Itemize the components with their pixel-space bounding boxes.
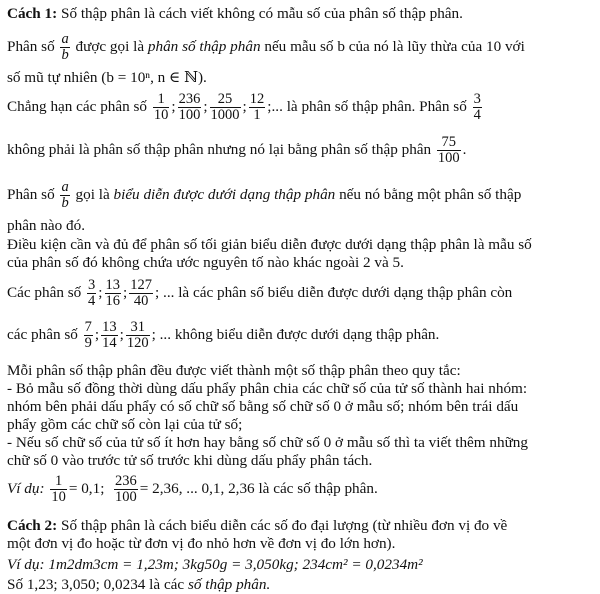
fraction-numerator: 13 bbox=[105, 277, 121, 293]
fraction-numerator: 127 bbox=[130, 277, 152, 293]
fraction-denominator: 100 bbox=[178, 107, 201, 124]
method-1-line bbox=[7, 5, 463, 22]
fraction bbox=[126, 320, 150, 351]
rule-line-5: - Nếu số chữ số của tử số ít hơn hay bằng số chữ số 0 ở mẫu số thì ta viết thêm những bbox=[7, 434, 528, 451]
text-run: nếu mẫu số b của nó là lũy thừa của 10 với bbox=[260, 38, 525, 56]
text-run: ;... là phân số thập phân. Phân số bbox=[267, 98, 471, 116]
text-run: Phân số bbox=[7, 38, 59, 56]
fraction-denominator: 1000 bbox=[210, 107, 240, 124]
example-2-line: Các phân số $\frac{3}{4}$ ; $\frac{13}{16}$ ; $\frac{127}{40}$ ; ... là các phân số biểu diễn được dưới dạng thập phân còn bbox=[7, 277, 513, 310]
final-line bbox=[7, 576, 270, 593]
fraction-denominator: 14 bbox=[102, 335, 117, 352]
term-decimal-representable: biểu diễn được dưới dạng thập phân bbox=[113, 186, 336, 204]
text-run: nếu nó bằng một phân số thập bbox=[335, 186, 522, 204]
fraction-denominator: 100 bbox=[115, 489, 137, 506]
fraction bbox=[210, 92, 241, 123]
rule-line-3: nhóm bên phải dấu phẩy có số chữ số bằng số chữ số 0 ở mẫu số; nhóm bên trái dấu bbox=[7, 398, 519, 415]
fraction-denominator: 16 bbox=[105, 293, 121, 310]
condition-line-2: của phân số đó không chứa ước nguyên tố nào khác ngoài 2 và 5. bbox=[7, 254, 404, 271]
fraction-numerator: 1 bbox=[50, 474, 67, 490]
text-run: Các phân số bbox=[7, 284, 86, 302]
method-2-title: Cách 2: bbox=[7, 517, 58, 534]
fraction-denominator: 40 bbox=[133, 293, 149, 310]
text-run: = 2,36, ... 0,1, 2,36 là các số thập phân. bbox=[139, 480, 378, 498]
fraction-denominator: 100 bbox=[437, 150, 460, 167]
fraction-numerator: 3 bbox=[473, 91, 481, 107]
fraction-a-over-b bbox=[60, 180, 69, 211]
text-run: Phân số bbox=[7, 186, 59, 204]
method-1-text: Số thập phân là cách viết không có mẫu số của phân số thập phân. bbox=[57, 5, 463, 22]
text-run: không phải là phân số thập phân nhưng nó lại bằng phân số thập phân bbox=[7, 141, 435, 159]
fraction bbox=[129, 278, 153, 309]
fraction bbox=[87, 278, 96, 309]
measurement-conversions: 1m2dm3cm = 1,23m; 3kg50g = 3,050kg; 234cm² = 0,0234m² bbox=[44, 556, 423, 573]
rule-line-6: chữ số 0 vào trước tử số trước khi dùng dấu phẩy phân tách. bbox=[7, 452, 373, 469]
definition-2-line-2: phân nào đó. bbox=[7, 217, 86, 234]
rule-line-2: - Bỏ mẫu số đồng thời dùng dấu phẩy phân chia các chữ số của tử số thành hai nhóm: bbox=[7, 380, 528, 397]
definition-1-line-2: số mũ tự nhiên (b = 10ⁿ, n ∈ ℕ). bbox=[7, 69, 207, 86]
fraction-numerator: a bbox=[61, 179, 69, 195]
fraction-numerator: 3 bbox=[88, 277, 96, 293]
fraction bbox=[178, 92, 202, 123]
text-run: các phân số bbox=[7, 326, 82, 344]
fraction-denominator: 1 bbox=[253, 107, 261, 124]
fraction bbox=[84, 320, 93, 351]
fraction-numerator: 7 bbox=[84, 319, 92, 335]
method-1-title: Cách 1: bbox=[7, 5, 58, 22]
fraction-denominator: 10 bbox=[153, 107, 169, 124]
text-run: ; ... không biểu diễn được dưới dạng thập phân. bbox=[151, 326, 440, 344]
fraction bbox=[153, 92, 170, 123]
fraction bbox=[105, 278, 122, 309]
example-label: Ví dụ: bbox=[7, 556, 45, 573]
fraction-denominator: 120 bbox=[126, 335, 149, 352]
fraction-numerator: 12 bbox=[249, 91, 265, 107]
text-run: Số 1,23; 3,050; 0,0234 là các bbox=[7, 576, 188, 593]
fraction-numerator: 75 bbox=[437, 135, 461, 151]
fraction bbox=[249, 92, 266, 123]
fraction bbox=[50, 474, 67, 505]
fraction bbox=[473, 92, 482, 123]
example-1-line-2: không phải là phân số thập phân nhưng nó lại bằng phân số thập phân $\frac{75}{100}$ . bbox=[7, 134, 467, 167]
fraction bbox=[437, 135, 461, 166]
term-decimal-fraction: phân số thập phân bbox=[147, 38, 261, 56]
fraction-numerator: 236 bbox=[178, 91, 201, 107]
example-1-line-1: Chẳng hạn các phân số $\frac{1}{10}$ ; $\frac{236}{100}$ ; $\frac{25}{1000}$ ; $\frac{12}{1}$ ;... là phân số thập phân. Phân số $\frac{3}{4}$ bbox=[7, 91, 481, 124]
fraction-numerator: 25 bbox=[210, 92, 241, 108]
example-label: Ví dụ: bbox=[7, 480, 45, 498]
fraction-denominator: 4 bbox=[473, 107, 481, 124]
fraction-a-over-b bbox=[60, 32, 69, 63]
rule-line-4: phẩy gồm các chữ số còn lại của tử số; bbox=[7, 416, 243, 433]
text-run: ; ... là các phân số biểu diễn được dưới dạng thập phân còn bbox=[155, 284, 513, 302]
rule-line-1: Mỗi phân số thập phân đều được viết thành một số thập phân theo quy tắc: bbox=[7, 362, 461, 379]
method-2-line-1 bbox=[7, 517, 507, 534]
fraction-numerator: 1 bbox=[153, 92, 170, 108]
fraction-denominator: b bbox=[61, 47, 69, 64]
fraction bbox=[101, 320, 118, 351]
term-decimal-number: số thập phân. bbox=[187, 576, 271, 593]
example-4-line bbox=[7, 474, 378, 505]
condition-line-1: Điều kiện cần và đủ để phân số tối giản biểu diễn được dưới dạng thập phân là mẫu số bbox=[7, 236, 532, 253]
fraction bbox=[114, 474, 138, 505]
text-run: Chẳng hạn các phân số bbox=[7, 98, 151, 116]
method-2-text: Số thập phân là cách biểu diễn các số đo đại lượng (từ nhiều đơn vị đo về bbox=[57, 517, 508, 534]
fraction-numerator: a bbox=[61, 31, 69, 47]
fraction-numerator: 31 bbox=[126, 320, 150, 336]
fraction-numerator: 236 bbox=[115, 473, 137, 489]
text-run: được gọi là bbox=[71, 38, 148, 56]
fraction-denominator: 9 bbox=[84, 335, 92, 352]
fraction-numerator: 13 bbox=[102, 319, 117, 335]
definition-2-line-1 bbox=[7, 180, 521, 211]
fraction-denominator: b bbox=[61, 195, 69, 212]
text-run: gọi là bbox=[71, 186, 114, 204]
text-run: = 0,1; bbox=[68, 480, 105, 498]
example-3-line: các phân số $\frac{7}{9}$ ; $\frac{13}{14}$ ; $\frac{31}{120}$ ; ... không biểu diễn được dưới dạng thập phân. bbox=[7, 319, 440, 352]
definition-1-line-1 bbox=[7, 32, 525, 63]
fraction-denominator: 4 bbox=[88, 293, 96, 310]
fraction-denominator: 10 bbox=[51, 489, 66, 506]
example-5-line bbox=[7, 556, 423, 573]
method-2-line-2: một đơn vị đo hoặc từ đơn vị đo nhỏ hơn về đơn vị đo lớn hơn). bbox=[7, 535, 396, 552]
